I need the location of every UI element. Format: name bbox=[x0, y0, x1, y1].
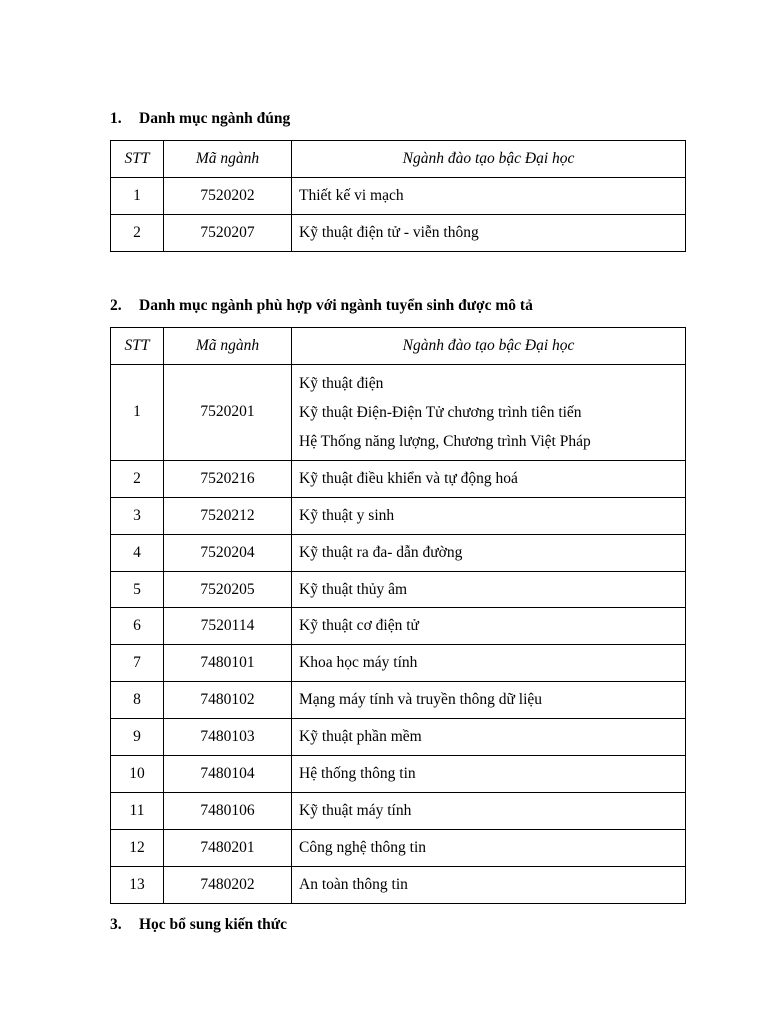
cell-code: 7480202 bbox=[164, 866, 292, 903]
header-program: Ngành đào tạo bậc Đại học bbox=[292, 328, 686, 365]
cell-code: 7480102 bbox=[164, 682, 292, 719]
cell-stt: 13 bbox=[111, 866, 164, 903]
cell-code: 7520207 bbox=[164, 214, 292, 251]
cell-stt: 2 bbox=[111, 460, 164, 497]
program-line: Hệ Thống năng lượng, Chương trình Việt Pháp bbox=[299, 432, 591, 450]
header-stt: STT bbox=[111, 328, 164, 365]
section-1-heading bbox=[110, 109, 290, 129]
section-3-title: Học bổ sung kiến thức bbox=[139, 916, 287, 933]
table-section-1 bbox=[110, 140, 686, 252]
cell-stt: 7 bbox=[111, 645, 164, 682]
program-line: Kỹ thuật điện bbox=[299, 374, 384, 392]
cell-stt: 12 bbox=[111, 829, 164, 866]
table-row bbox=[111, 645, 686, 682]
cell-program: Hệ thống thông tin bbox=[292, 756, 686, 793]
cell-program: Kỹ thuật cơ điện tử bbox=[292, 608, 686, 645]
section-1-number: 1. bbox=[110, 110, 122, 127]
cell-program bbox=[292, 364, 686, 460]
cell-stt: 2 bbox=[111, 214, 164, 251]
table-row bbox=[111, 571, 686, 608]
cell-program: Kỹ thuật máy tính bbox=[292, 792, 686, 829]
table-row bbox=[111, 497, 686, 534]
cell-code: 7520216 bbox=[164, 460, 292, 497]
table-row bbox=[111, 460, 686, 497]
section-3-heading bbox=[110, 915, 287, 935]
cell-stt: 9 bbox=[111, 719, 164, 756]
cell-stt: 1 bbox=[111, 364, 164, 460]
program-line: Kỹ thuật Điện-Điện Tử chương trình tiên tiến bbox=[299, 403, 582, 421]
cell-stt: 5 bbox=[111, 571, 164, 608]
cell-program: Khoa học máy tính bbox=[292, 645, 686, 682]
cell-code: 7520212 bbox=[164, 497, 292, 534]
cell-code: 7520204 bbox=[164, 534, 292, 571]
table-row bbox=[111, 719, 686, 756]
cell-code: 7480103 bbox=[164, 719, 292, 756]
table-section-2 bbox=[110, 327, 686, 904]
cell-code: 7480104 bbox=[164, 756, 292, 793]
table-row bbox=[111, 214, 686, 251]
cell-program: Kỹ thuật phần mềm bbox=[292, 719, 686, 756]
table-row bbox=[111, 829, 686, 866]
cell-code: 7520201 bbox=[164, 364, 292, 460]
cell-stt: 10 bbox=[111, 756, 164, 793]
table-header-row bbox=[111, 328, 686, 365]
section-2-heading bbox=[110, 296, 533, 316]
cell-stt: 11 bbox=[111, 792, 164, 829]
cell-code: 7520202 bbox=[164, 177, 292, 214]
section-3-number: 3. bbox=[110, 916, 122, 933]
table-row bbox=[111, 756, 686, 793]
header-program: Ngành đào tạo bậc Đại học bbox=[292, 141, 686, 178]
table-row bbox=[111, 608, 686, 645]
cell-code: 7480201 bbox=[164, 829, 292, 866]
table-row bbox=[111, 534, 686, 571]
cell-code: 7480106 bbox=[164, 792, 292, 829]
table-row bbox=[111, 866, 686, 903]
cell-program: Mạng máy tính và truyền thông dữ liệu bbox=[292, 682, 686, 719]
cell-stt: 8 bbox=[111, 682, 164, 719]
table-header-row bbox=[111, 141, 686, 178]
cell-program: Kỹ thuật y sinh bbox=[292, 497, 686, 534]
cell-program: Kỹ thuật ra đa- dẫn đường bbox=[292, 534, 686, 571]
table-row bbox=[111, 792, 686, 829]
cell-program: An toàn thông tin bbox=[292, 866, 686, 903]
header-code: Mã ngành bbox=[164, 328, 292, 365]
cell-stt: 4 bbox=[111, 534, 164, 571]
cell-code: 7520205 bbox=[164, 571, 292, 608]
cell-program: Kỹ thuật điều khiển và tự động hoá bbox=[292, 460, 686, 497]
cell-program: Thiết kế vi mạch bbox=[292, 177, 686, 214]
section-2-title: Danh mục ngành phù hợp với ngành tuyển sinh được mô tả bbox=[139, 297, 533, 314]
cell-code: 7480101 bbox=[164, 645, 292, 682]
header-stt: STT bbox=[111, 141, 164, 178]
cell-stt: 1 bbox=[111, 177, 164, 214]
section-1-title: Danh mục ngành đúng bbox=[139, 110, 291, 127]
table-row bbox=[111, 177, 686, 214]
cell-program: Công nghệ thông tin bbox=[292, 829, 686, 866]
cell-program: Kỹ thuật điện tử - viễn thông bbox=[292, 214, 686, 251]
header-code: Mã ngành bbox=[164, 141, 292, 178]
cell-program: Kỹ thuật thủy âm bbox=[292, 571, 686, 608]
section-2-number: 2. bbox=[110, 297, 122, 314]
cell-stt: 6 bbox=[111, 608, 164, 645]
cell-code: 7520114 bbox=[164, 608, 292, 645]
cell-stt: 3 bbox=[111, 497, 164, 534]
table-row bbox=[111, 682, 686, 719]
table-row bbox=[111, 364, 686, 460]
